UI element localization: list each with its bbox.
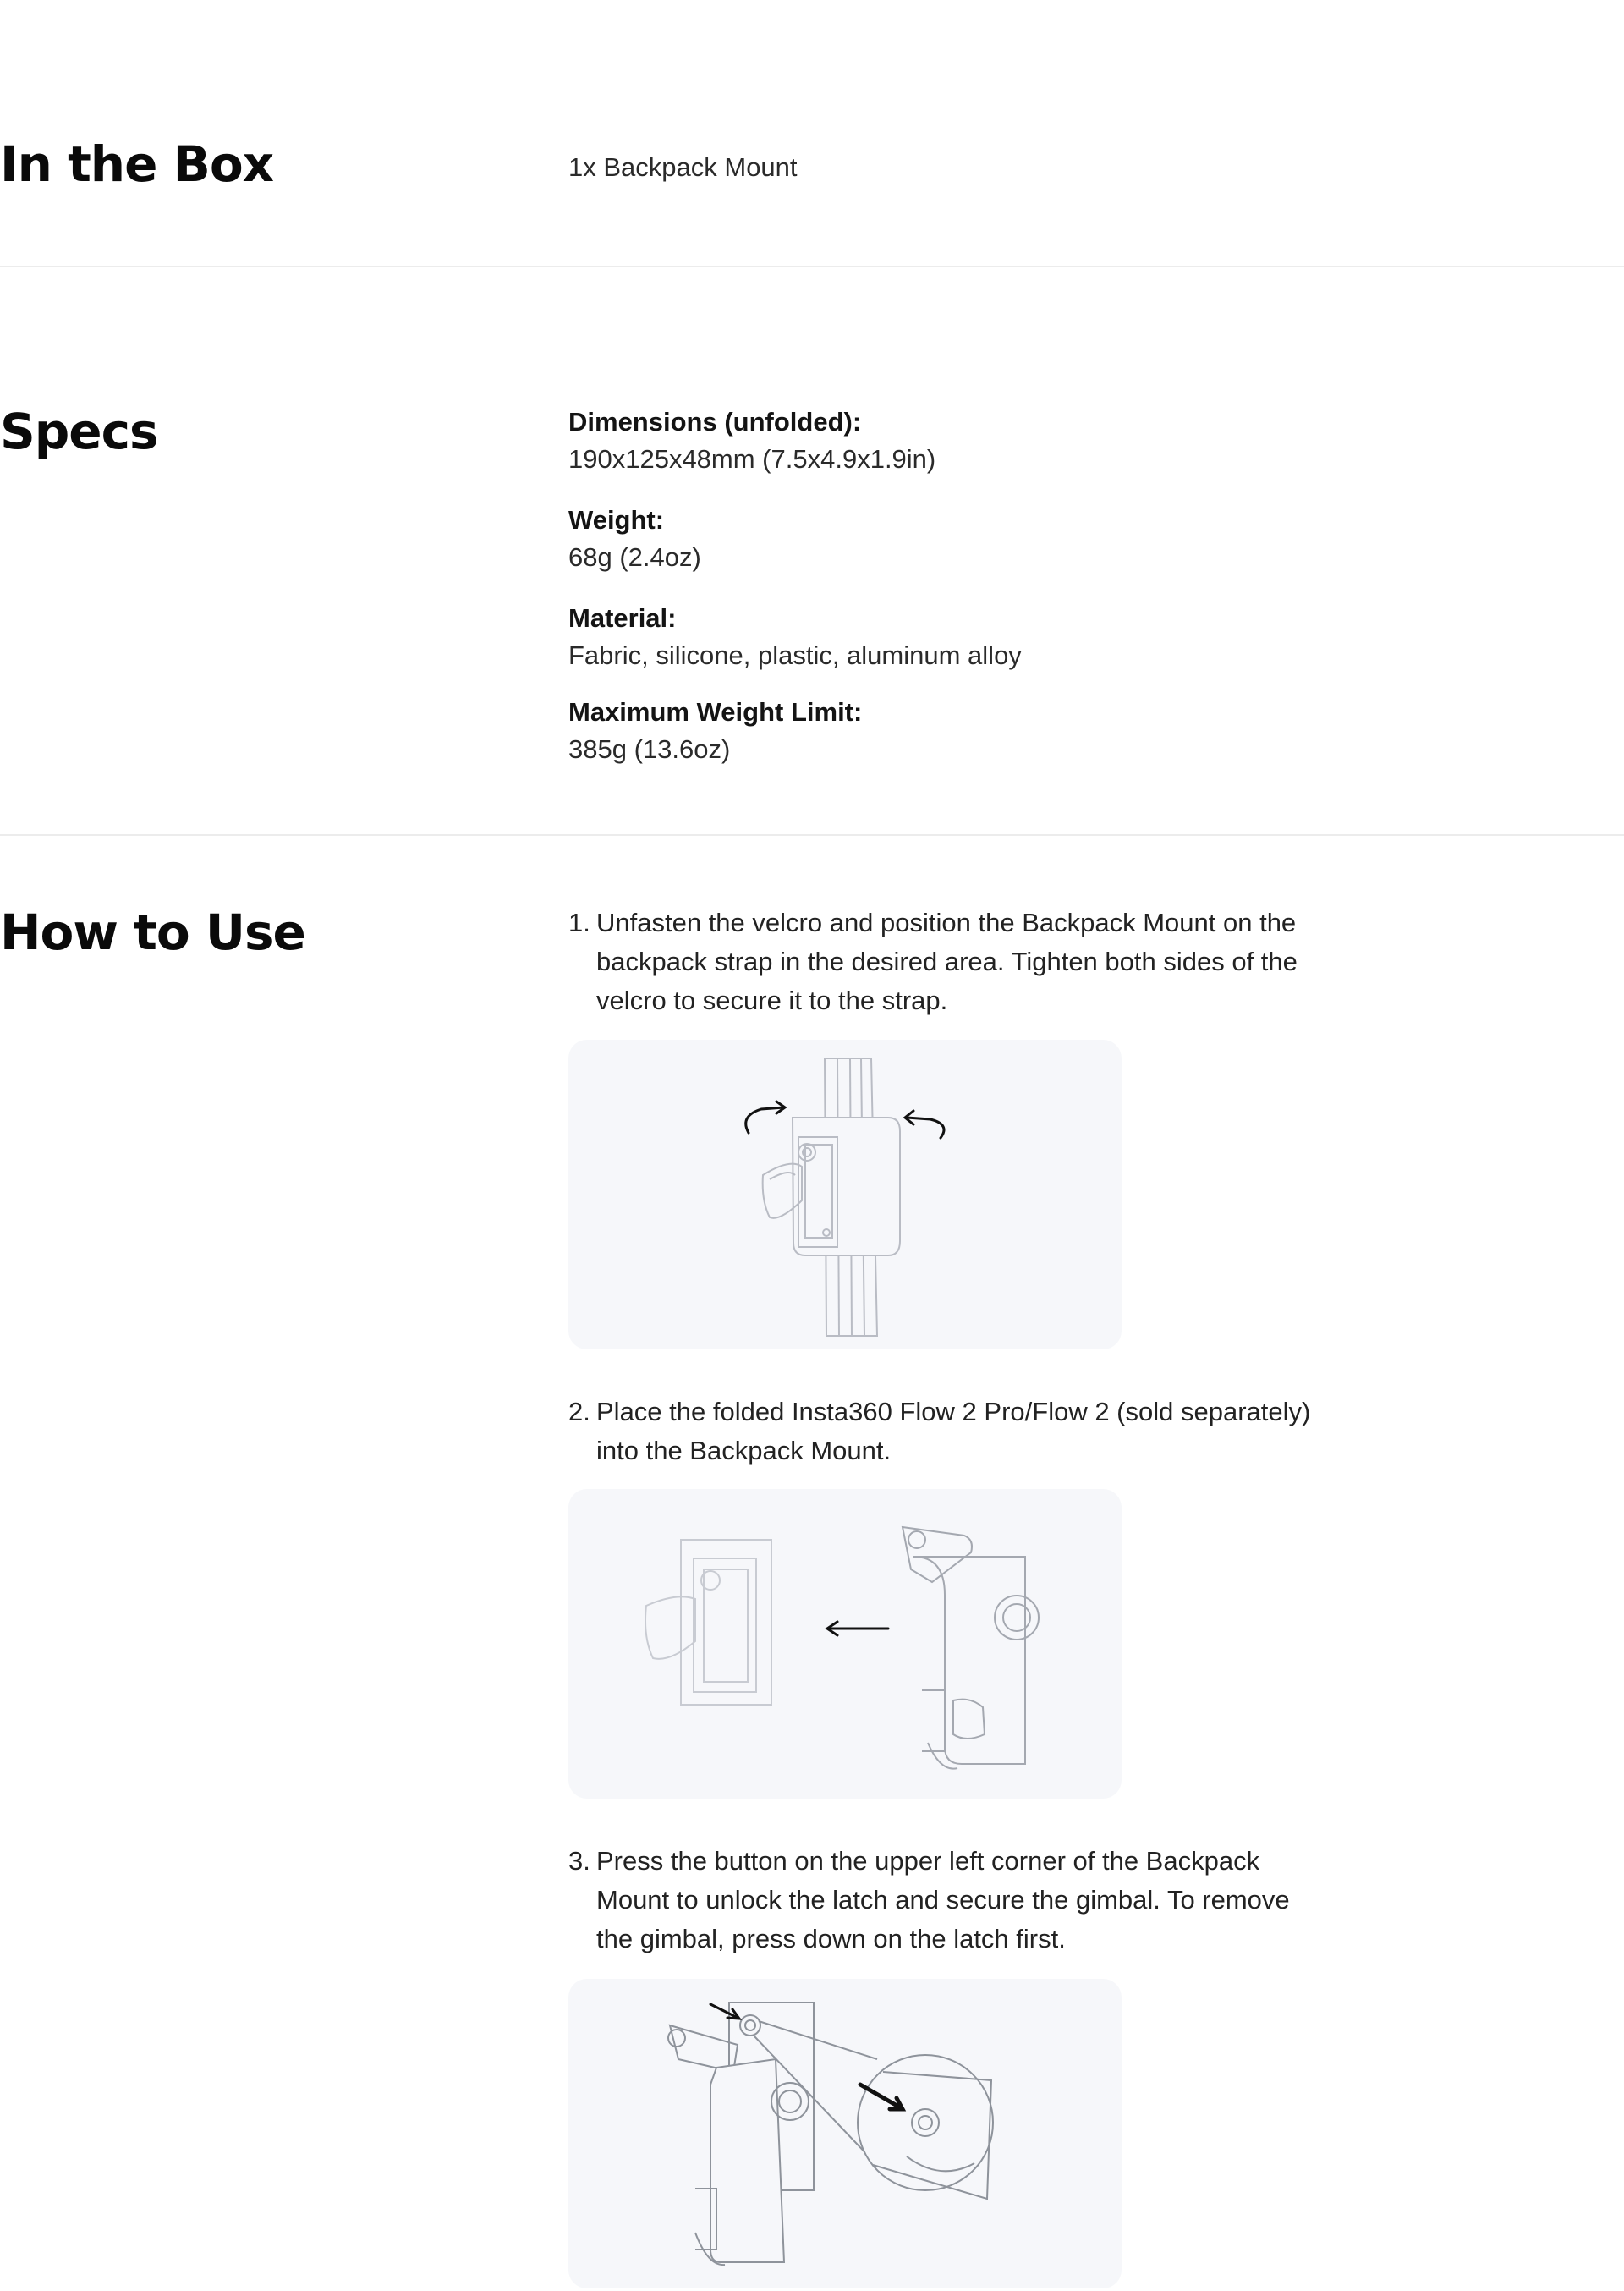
spec-item-max-weight: [568, 694, 862, 768]
spec-value: Fabric, silicone, plastic, aluminum alloy: [568, 640, 1022, 670]
spec-value: 68g (2.4oz): [568, 542, 701, 572]
step-number: 3.: [568, 1846, 590, 1876]
step-text: Press the button on the upper left corner of the Backpack Mount to unlock the latch and secure the gimbal. To remove the gimbal, press down on the latch first.: [596, 1846, 1290, 1953]
step-text: Unfasten the velcro and position the Backpack Mount on the backpack strap in the desired area. Tighten both sides of the velcro to secure it to the strap.: [596, 908, 1298, 1015]
step-number: 1.: [568, 908, 590, 937]
divider-2: [0, 834, 1624, 836]
spec-label: Weight:: [568, 505, 665, 535]
spec-value: 385g (13.6oz): [568, 734, 731, 764]
spec-item-dimensions: [568, 404, 935, 478]
step-text: Place the folded Insta360 Flow 2 Pro/Flow 2 (sold separately) into the Backpack Mount.: [596, 1397, 1311, 1465]
spec-item-weight: [568, 502, 701, 576]
specs-title: Specs: [0, 403, 158, 460]
gimbal-secure-illustration: [568, 1979, 1122, 2288]
step-3-illustration: [568, 1979, 1122, 2288]
step-1-illustration: [568, 1040, 1122, 1349]
mount-on-strap-illustration: [568, 1040, 1122, 1349]
spec-label: Material:: [568, 603, 677, 633]
spec-label: Maximum Weight Limit:: [568, 697, 863, 727]
step-number: 2.: [568, 1397, 590, 1426]
step-2-illustration: [568, 1489, 1122, 1799]
step-1: [568, 904, 1330, 1020]
spec-item-material: [568, 600, 1022, 674]
in-the-box-item: 1x Backpack Mount: [568, 152, 798, 182]
divider-1: [0, 266, 1624, 267]
step-3: [568, 1842, 1330, 1959]
step-2: [568, 1393, 1330, 1470]
gimbal-insert-illustration: [568, 1489, 1122, 1799]
how-to-use-title: How to Use: [0, 904, 305, 961]
spec-label: Dimensions (unfolded):: [568, 407, 862, 437]
in-the-box-title: In the Box: [0, 135, 274, 193]
spec-value: 190x125x48mm (7.5x4.9x1.9in): [568, 444, 936, 474]
